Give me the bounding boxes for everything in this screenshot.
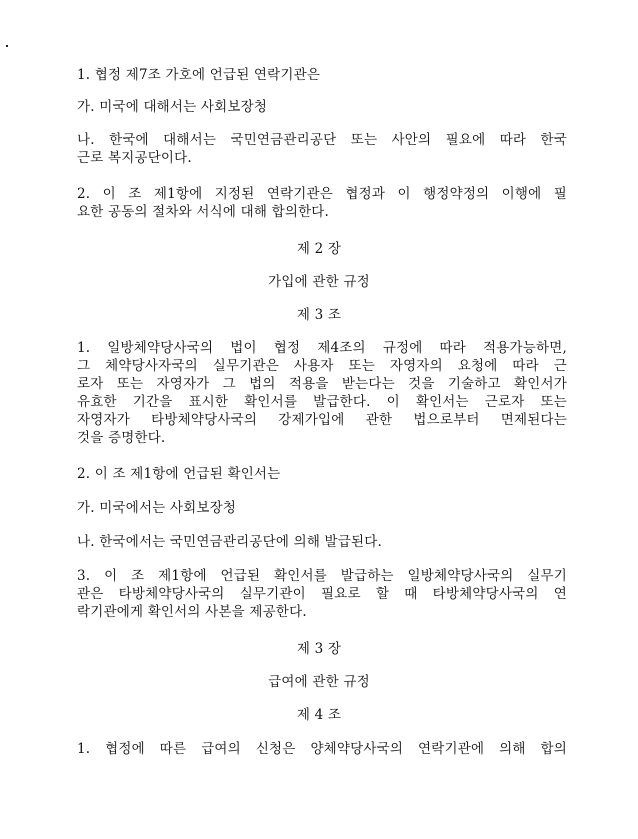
chapter-3-title: 급여에 관한 규정 [268,674,370,690]
article-1-item-na-line-2: 근로 복지공단이다. [77,150,192,166]
article-4-heading: 제 4 조 [296,707,342,723]
article-3-para-1-line-4: 유효한 기간을 표시한 확인서를 발급한다. 이 확인서는 근로자 또는 [77,394,567,410]
article-1-para-1-line: 1. 협정 제7조 가호에 언급된 연락기관은 [77,67,321,83]
article-1-item-ga: 가. 미국에 대해서는 사회보장청 [77,99,268,115]
article-3-para-3-line-2: 관은 타방체약당사국의 실무기관이 필요로 할 때 타방체약당사국의 연 [77,586,567,602]
article-3-item-ga: 가. 미국에서는 사회보장청 [77,500,237,516]
article-3-para-3-line-1: 3. 이 조 제1항에 언급된 확인서를 발급하는 일방체약당사국의 실무기 [77,568,567,584]
article-3-para-1-line-2: 그 체약당사자국의 실무기관은 사용자 또는 자영자의 요청에 따라 근 [77,358,567,374]
article-3-para-1-line-3: 로자 또는 자영자가 그 법의 적용을 받는다는 것을 기술하고 확인서가 [77,376,567,392]
chapter-2-heading: 제 2 장 [296,241,342,257]
article-3-para-1-line-6: 것을 증명한다. [77,430,166,446]
chapter-3-heading: 제 3 장 [296,641,342,657]
article-3-item-na: 나. 한국에서는 국민연금관리공단에 의해 발급된다. [77,534,383,550]
scan-speck [6,45,8,47]
article-3-para-3-line-3: 락기관에게 확인서의 사본을 제공한다. [77,604,307,620]
article-4-para-1-line-1: 1. 협정에 따른 급여의 신청은 양체약당사국의 연락기관에 의해 합의 [77,741,567,757]
article-3-para-1-line-1: 1. 일방체약당사국의 법이 협정 제4조의 규정에 따라 적용가능하면, [77,340,567,356]
article-1-para-2-line-2: 요한 공동의 절차와 서식에 대해 합의한다. [77,204,330,220]
article-3-heading: 제 3 조 [296,307,342,323]
chapter-2-title: 가입에 관한 규정 [268,274,370,290]
article-3-para-2-line: 2. 이 조 제1항에 언급된 확인서는 [77,466,281,482]
article-1-item-na-line-1: 나. 한국에 대해서는 국민연금관리공단 또는 사안의 필요에 따라 한국 [77,132,567,148]
article-3-para-1-line-5: 자영자가 타방체약당사국의 강제가입에 관한 법으로부터 면제된다는 [77,412,567,428]
article-1-para-2-line-1: 2. 이 조 제1항에 지정된 연락기관은 협정과 이 행정약정의 이행에 필 [77,186,567,202]
